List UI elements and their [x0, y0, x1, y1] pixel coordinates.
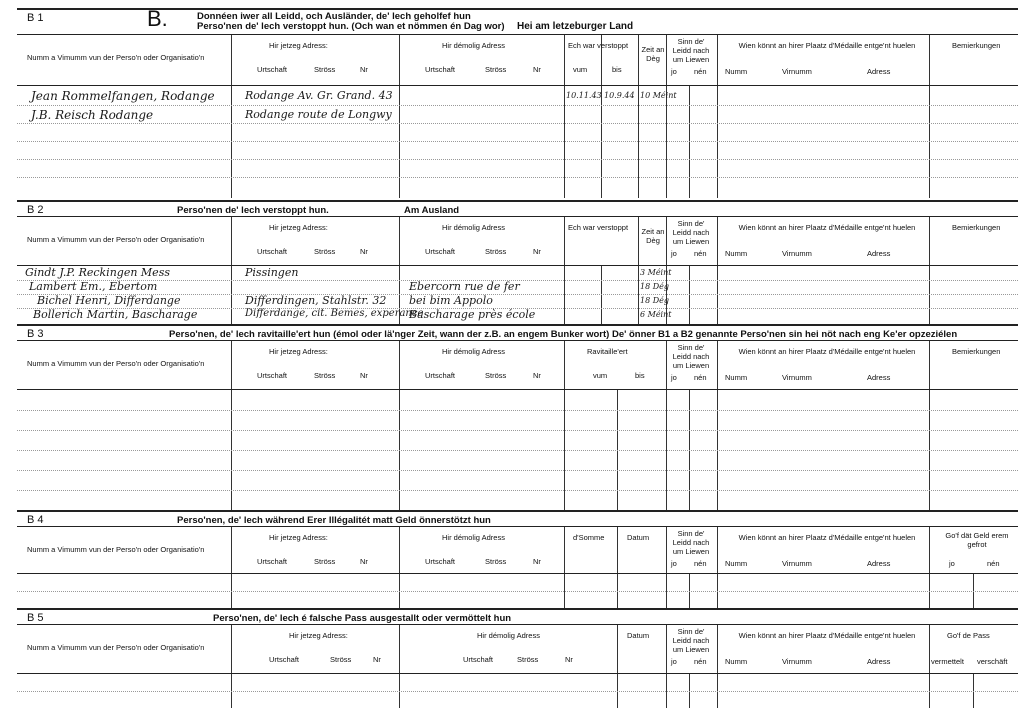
col-date-header: Datum — [627, 631, 650, 640]
entry-name: Jean Rommelfangen, Rodange — [31, 89, 215, 103]
entry-rows — [17, 674, 1018, 708]
section-title-right: Am Ausland — [404, 205, 460, 216]
sub-street: Ströss — [517, 655, 539, 664]
entry-rows — [17, 86, 1018, 198]
sub-street: Ströss — [314, 557, 336, 566]
entry-current-address: Pissingen — [245, 266, 299, 279]
entry-current-address: Differdange, cit. Bemes, experance — [245, 308, 424, 319]
section-title-right: Hei am letzeburger Land — [517, 21, 634, 32]
col-ravitaille-header: Ravitaille'ert — [587, 347, 628, 356]
entry-current-address: Rodange Av. Gr. Grand. 43 — [245, 89, 393, 102]
sub-medal-name: Numm — [725, 249, 748, 258]
section-b1 — [17, 8, 1018, 200]
sub-from: vum — [573, 65, 588, 74]
sub-place: Urtschaft — [269, 655, 300, 664]
sub-medal-address: Adress — [867, 373, 891, 382]
sub-nr: Nr — [373, 655, 381, 664]
sub-no: nén — [694, 249, 707, 258]
sub-street: Ströss — [314, 247, 336, 256]
col-date-header: Datum — [627, 533, 650, 542]
sub-medal-firstname: Virnumm — [782, 67, 812, 76]
sub-nr: Nr — [360, 371, 368, 380]
col-name-header: Numm a Vimumm vun der Perso'n oder Organisatio'n — [27, 545, 205, 554]
col-medal-header: Wien könnt an hirer Plaatz d'Médaille entge'nt huelen — [738, 347, 916, 356]
header-row — [17, 526, 1018, 574]
section-title-line1: Donnéen iwer all Leidd, och Ausländer, de' lech geholfef hun — [197, 11, 471, 22]
sub-medal-firstname: Virnumm — [782, 249, 812, 258]
sub-place: Urtschaft — [463, 655, 494, 664]
sub-medal-firstname: Virnumm — [782, 373, 812, 382]
entry-previous-address: bei bim Appolo — [409, 294, 493, 307]
sub-medal-name: Numm — [725, 67, 748, 76]
entry-from: 10.11.43 — [566, 91, 602, 100]
sub-medal-address: Adress — [867, 559, 891, 568]
sub-nr: Nr — [565, 655, 573, 664]
col-previous-address-header: Hir démolig Adress — [477, 631, 540, 640]
sub-to: bis — [635, 371, 645, 380]
sub-medal-firstname: Virnumm — [782, 657, 812, 666]
col-remarks-header: Bemierkungen — [952, 223, 1001, 232]
col-alive-header: Sinn de' Leidd nach um Liewen — [672, 627, 710, 654]
sub-no: nén — [694, 67, 707, 76]
col-current-address-header: Hir jetzeg Adress: — [289, 631, 348, 640]
col-alive-header: Sinn de' Leidd nach um Liewen — [672, 529, 710, 556]
col-alive-header: Sinn de' Leidd nach um Liewen — [672, 343, 710, 370]
entry-name: Lambert Em., Ebertom — [29, 280, 158, 293]
entry-current-address: Differdingen, Stahlstr. 32 — [245, 294, 387, 307]
sub-street: Ströss — [485, 371, 507, 380]
section-label: B 2 — [27, 204, 44, 216]
entry-rows — [17, 390, 1018, 510]
section-title: Perso'nen de' lech verstoppt hun. — [177, 205, 329, 216]
sub-street: Ströss — [485, 65, 507, 74]
entry-rows — [17, 266, 1018, 324]
section-b5 — [17, 608, 1018, 710]
col-sum-header: d'Somme — [573, 533, 605, 542]
header-row — [17, 34, 1018, 86]
entry-name: J.B. Reisch Rodange — [31, 108, 154, 122]
sub-medal-address: Adress — [867, 67, 891, 76]
sub-yes: jo — [949, 559, 955, 568]
sub-place: Urtschaft — [425, 247, 456, 256]
sub-yes: jo — [671, 67, 677, 76]
entry-previous-address: Bascharage près école — [409, 308, 536, 321]
entry-name: Bichel Henri, Differdange — [37, 294, 181, 307]
header-row — [17, 340, 1018, 390]
entry-to: 10.9.44 — [604, 91, 635, 100]
sub-nr: Nr — [360, 65, 368, 74]
entry-previous-address: Ebercorn rue de fer — [409, 280, 520, 293]
sub-street: Ströss — [485, 247, 507, 256]
sub-nr: Nr — [533, 65, 541, 74]
col-medal-header: Wien könnt an hirer Plaatz d'Médaille entge'nt huelen — [738, 223, 916, 232]
section-label: B 5 — [27, 612, 44, 624]
col-medal-header: Wien könnt an hirer Plaatz d'Médaille entge'nt huelen — [738, 533, 916, 542]
sub-medal-address: Adress — [867, 249, 891, 258]
col-current-address-header: Hir jetzeg Adress: — [269, 223, 328, 232]
col-current-address-header: Hir jetzeg Adress: — [269, 41, 328, 50]
entry-time: 6 Méint — [640, 310, 672, 319]
sub-from: vum — [593, 371, 608, 380]
sub-medal-name: Numm — [725, 657, 748, 666]
section-label: B 3 — [27, 328, 44, 340]
col-name-header: Numm a Vimumm vun der Perso'n oder Organisatio'n — [27, 643, 205, 652]
entry-rows — [17, 574, 1018, 608]
entry-time: 18 Dég — [640, 282, 669, 291]
sub-place: Urtschaft — [257, 65, 288, 74]
sub-place: Urtschaft — [257, 371, 288, 380]
sub-made: verschäft — [977, 657, 1008, 666]
col-previous-address-header: Hir démolig Adress — [442, 533, 505, 542]
col-medal-header: Wien könnt an hirer Plaatz d'Médaille entge'nt huelen — [738, 631, 916, 640]
sub-medal-firstname: Virnumm — [782, 559, 812, 568]
sub-medal-name: Numm — [725, 373, 748, 382]
sub-nr: Nr — [360, 557, 368, 566]
section-b4 — [17, 510, 1018, 608]
section-b3 — [17, 324, 1018, 510]
sub-place: Urtschaft — [257, 557, 288, 566]
col-hidden-header: Ech war verstoppt — [568, 223, 629, 232]
col-refund-header: Go'f dät Geld erem gefrot — [945, 531, 1009, 549]
sub-medal-name: Numm — [725, 559, 748, 568]
col-name-header: Numm a Vimumm vun der Perso'n oder Organisatio'n — [27, 235, 205, 244]
col-pass-header: Go'f de Pass — [947, 631, 990, 640]
col-current-address-header: Hir jetzeg Adress: — [269, 347, 328, 356]
sub-no: nén — [987, 559, 1000, 568]
sub-place: Urtschaft — [425, 371, 456, 380]
sub-nr: Nr — [533, 371, 541, 380]
sub-nr: Nr — [533, 247, 541, 256]
col-remarks-header: Bemierkungen — [952, 347, 1001, 356]
entry-name: Gindt J.P. Reckingen Mess — [25, 266, 170, 279]
section-title-line2: Perso'nen de' lech verstoppt hun. (Och wan et nömmen én Dag wor) — [197, 21, 505, 32]
entry-name: Bollerich Martin, Bascharage — [33, 308, 198, 321]
entry-time: 3 Méint — [640, 268, 672, 277]
sub-yes: jo — [671, 249, 677, 258]
sub-place: Urtschaft — [425, 557, 456, 566]
col-previous-address-header: Hir démolig Adress — [442, 347, 505, 356]
col-previous-address-header: Hir démolig Adress — [442, 223, 505, 232]
sub-street: Ströss — [485, 557, 507, 566]
col-medal-header: Wien könnt an hirer Plaatz d'Médaille entge'nt huelen — [738, 41, 916, 50]
sub-street: Ströss — [314, 371, 336, 380]
col-name-header: Numm a Vimumm vun der Perso'n oder Organisatio'n — [27, 53, 205, 62]
entry-time: 18 Dég — [640, 296, 669, 305]
sub-to: bis — [612, 65, 622, 74]
col-time-header: Zeit an Dèg — [641, 227, 665, 245]
col-alive-header: Sinn de' Leidd nach um Liewen — [672, 219, 710, 246]
sub-street: Ströss — [314, 65, 336, 74]
sub-place: Urtschaft — [257, 247, 288, 256]
sub-yes: jo — [671, 657, 677, 666]
sub-street: Ströss — [330, 655, 352, 664]
section-title: Perso'nen, de' lech é falsche Pass ausgestallt oder vermöttelt hun — [213, 613, 512, 624]
col-remarks-header: Bemierkungen — [952, 41, 1001, 50]
section-label: B 1 — [27, 12, 44, 24]
sub-no: nén — [694, 657, 707, 666]
header-row — [17, 624, 1018, 674]
sub-nr: Nr — [533, 557, 541, 566]
col-current-address-header: Hir jetzeg Adress: — [269, 533, 328, 542]
col-previous-address-header: Hir démolig Adress — [442, 41, 505, 50]
sub-yes: jo — [671, 373, 677, 382]
section-label: B 4 — [27, 514, 44, 526]
entry-time: 10 Méint — [640, 91, 677, 100]
header-row — [17, 216, 1018, 266]
entry-current-address: Rodange route de Longwy — [245, 108, 392, 121]
col-hidden-header: Ech war verstoppt — [568, 41, 629, 50]
col-name-header: Numm a Vimumm vun der Perso'n oder Organisatio'n — [27, 359, 205, 368]
sub-no: nén — [694, 373, 707, 382]
sub-yes: jo — [671, 559, 677, 568]
sub-place: Urtschaft — [425, 65, 456, 74]
form-letter: B. — [147, 6, 168, 31]
sub-nr: Nr — [360, 247, 368, 256]
col-alive-header: Sinn de' Leidd nach um Liewen — [672, 37, 710, 64]
section-b2 — [17, 200, 1018, 324]
sub-issued: vermettelt — [931, 657, 964, 666]
col-time-header: Zeit an Dèg — [641, 45, 665, 63]
section-title: Perso'nen, de' lech während Erer Illégalitét matt Geld önnerstötzt hun — [177, 515, 491, 526]
section-title: Perso'nen, de' lech ravitaille'ert hun (émol oder lä'nger Zeit, wann der z.B. an engem Bunker wort) De' önner B1 a B2 genannte Perso'nen sin hei nöt nach eng Ke'er opzeziélen — [169, 329, 958, 340]
sub-no: nén — [694, 559, 707, 568]
sub-medal-address: Adress — [867, 657, 891, 666]
